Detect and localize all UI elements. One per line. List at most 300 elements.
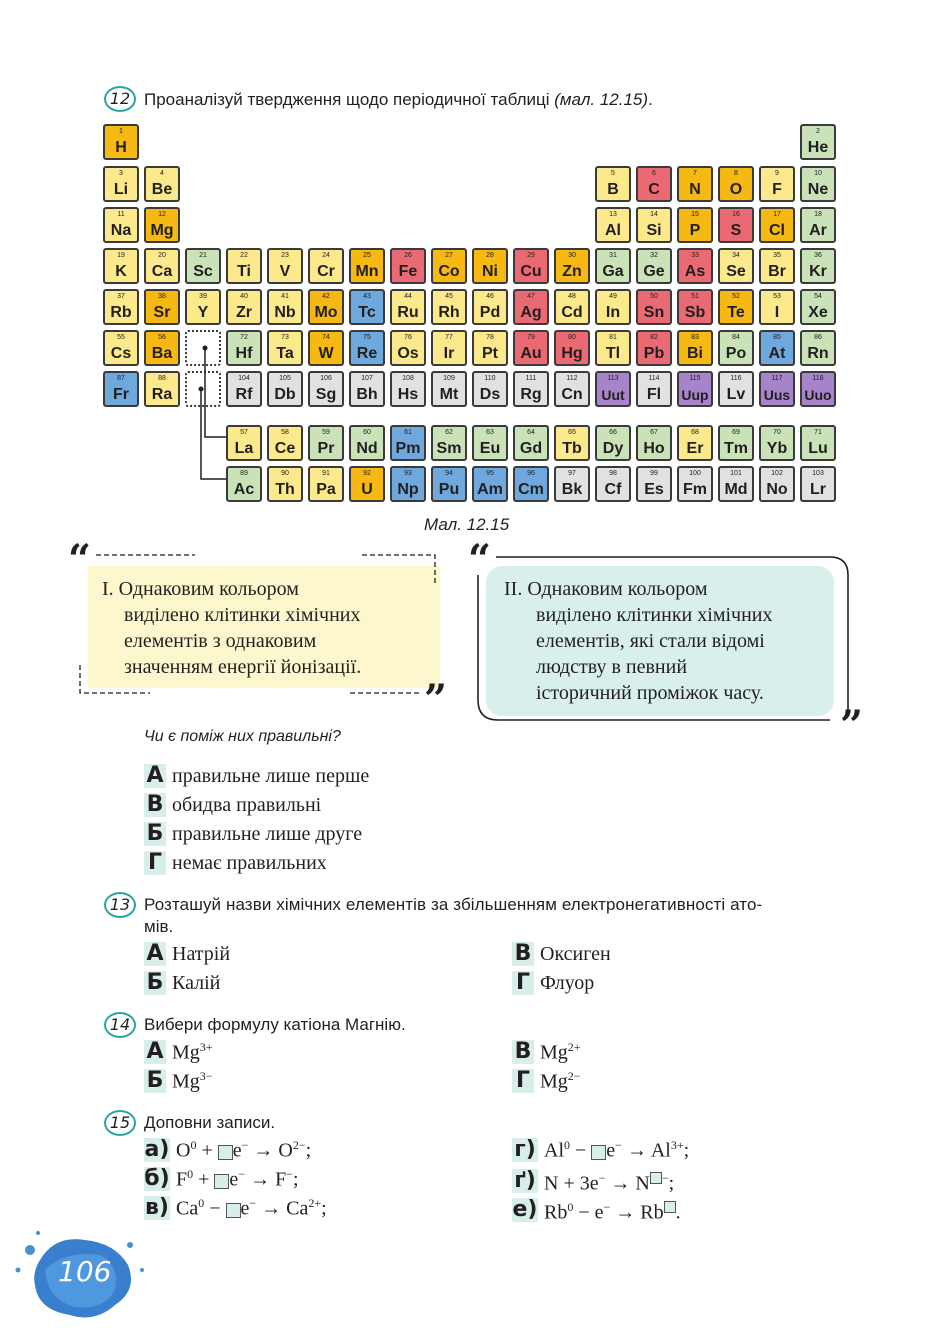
atomic-number: 31: [609, 252, 617, 259]
element-cell-cs: [103, 330, 139, 366]
element-symbol: Th: [275, 481, 295, 498]
answer-letter: Б: [144, 1069, 166, 1093]
element-cell-cr: [308, 248, 344, 284]
element-symbol: In: [605, 304, 621, 321]
atomic-number: 73: [281, 334, 289, 341]
element-cell-ge: [636, 248, 672, 284]
element-cell-li: [103, 166, 139, 202]
element-symbol: Sb: [684, 304, 706, 321]
atomic-number: 50: [650, 293, 658, 300]
element-cell-cl: [759, 207, 795, 243]
atomic-number: 85: [773, 334, 781, 341]
atomic-number: 105: [279, 375, 291, 382]
question-12-end: .: [648, 90, 653, 109]
answer-blank[interactable]: [214, 1174, 229, 1189]
element-cell-uut: [595, 371, 631, 407]
element-cell-br: [759, 248, 795, 284]
equation-text: $Ca^0 - e^- \to Ca^{2+}$;: [176, 1196, 327, 1220]
element-cell-fl: [636, 371, 672, 407]
element-symbol: Eu: [479, 440, 501, 457]
element-cell-i: [759, 289, 795, 325]
atomic-number: 44: [404, 293, 412, 300]
element-symbol: Ti: [237, 263, 251, 280]
element-cell-mn: [349, 248, 385, 284]
element-symbol: O: [729, 181, 743, 198]
atomic-number: 97: [568, 470, 576, 477]
atomic-number: 15: [691, 211, 699, 218]
atomic-number: 82: [650, 334, 658, 341]
element-symbol: Re: [356, 345, 378, 362]
atomic-number: 38: [158, 293, 166, 300]
element-symbol: Fl: [646, 386, 662, 403]
formula-base: Mg: [172, 1070, 200, 1093]
element-cell-he: [800, 124, 836, 160]
element-cell-c: [636, 166, 672, 202]
atomic-number: 59: [322, 429, 330, 436]
equation-letter: г): [512, 1138, 538, 1162]
element-cell-u: [349, 466, 385, 502]
figure-caption: Мал. 12.15: [424, 515, 510, 534]
equation-letter: ґ): [512, 1169, 538, 1193]
element-symbol: No: [766, 481, 788, 498]
element-cell-ga: [595, 248, 631, 284]
element-symbol: Cs: [110, 345, 132, 362]
element-symbol: Xe: [808, 304, 828, 321]
atomic-number: 46: [486, 293, 494, 300]
atomic-number: 54: [814, 293, 822, 300]
atomic-number: 34: [732, 252, 740, 259]
element-symbol: U: [361, 481, 373, 498]
answer-blank[interactable]: [591, 1145, 606, 1160]
atomic-number: 72: [240, 334, 248, 341]
atomic-number: 91: [322, 470, 330, 477]
element-symbol: As: [684, 263, 706, 280]
atomic-number: 4: [160, 170, 164, 177]
element-symbol: Ag: [520, 304, 542, 321]
element-cell-tb: [554, 425, 590, 461]
equation-letter: б): [144, 1166, 170, 1192]
answer-option-v[interactable]: [512, 942, 611, 966]
answer-blank[interactable]: [226, 1203, 241, 1218]
element-symbol: Uus: [763, 387, 791, 403]
element-symbol: Lu: [808, 440, 828, 457]
element-symbol: Cu: [520, 263, 542, 280]
element-symbol: Au: [520, 345, 542, 362]
atomic-number: 65: [568, 429, 576, 436]
element-cell-pa: [308, 466, 344, 502]
statement-1-line: значенням енергії йонізації.: [124, 656, 362, 678]
element-symbol: Pb: [643, 345, 665, 362]
element-symbol: Gd: [519, 440, 543, 457]
atomic-number: 56: [158, 334, 166, 341]
element-cell-tc: [349, 289, 385, 325]
statement-1-line: I. Однаковим кольором: [102, 578, 299, 600]
element-cell-sm: [431, 425, 467, 461]
element-symbol: Pd: [479, 304, 501, 321]
element-cell-pm: [390, 425, 426, 461]
answer-text: правильне лише перше: [172, 764, 370, 787]
question-13-line: Розташуй назви хімічних елементів за збільшенням електронегативності ато-: [144, 895, 763, 914]
atomic-number: 19: [117, 252, 125, 259]
element-symbol: Rg: [520, 386, 542, 403]
element-cell-mt: [431, 371, 467, 407]
element-symbol: Mg: [150, 222, 174, 239]
element-cell-es: [636, 466, 672, 502]
element-cell-fm: [677, 466, 713, 502]
answer-blank[interactable]: [218, 1145, 233, 1160]
atomic-number: 42: [322, 293, 330, 300]
atomic-number: 84: [732, 334, 740, 341]
element-cell-ba: [144, 330, 180, 366]
atomic-number: 75: [363, 334, 371, 341]
element-symbol: Mo: [314, 304, 338, 321]
element-cell-as: [677, 248, 713, 284]
atomic-number: 21: [199, 252, 207, 259]
atomic-number: 43: [363, 293, 371, 300]
formula-base: Mg: [172, 1041, 200, 1064]
answer-text: Калій: [172, 971, 221, 994]
atomic-number: 93: [404, 470, 412, 477]
element-cell-cm: [513, 466, 549, 502]
element-symbol: Tl: [605, 345, 621, 362]
open-quote-icon: “: [468, 536, 492, 583]
formula-base: Mg: [540, 1041, 568, 1064]
atomic-number: 39: [199, 293, 207, 300]
element-cell-hs: [390, 371, 426, 407]
question-number-15: 15: [104, 1110, 136, 1136]
atomic-number: 27: [445, 252, 453, 259]
element-symbol: Pt: [482, 345, 498, 362]
answer-formula: [540, 1069, 581, 1094]
atomic-number: 3: [119, 170, 123, 177]
statement-1-line: виділено клітинки хімічних: [124, 604, 361, 626]
element-symbol: Uup: [681, 387, 709, 403]
atomic-number: 1: [119, 128, 123, 135]
element-symbol: Hf: [235, 345, 253, 362]
atomic-number: 117: [771, 375, 783, 382]
atomic-number: 81: [609, 334, 617, 341]
element-cell-pt: [472, 330, 508, 366]
atomic-number: 23: [281, 252, 289, 259]
element-cell-ne: [800, 166, 836, 202]
question-number-14: 14: [104, 1012, 136, 1038]
element-symbol: Cn: [561, 386, 583, 403]
atomic-number: 60: [363, 429, 371, 436]
equation-gg: [512, 1167, 674, 1196]
element-cell-fe: [390, 248, 426, 284]
atomic-number: 55: [117, 334, 125, 341]
element-cell-sb: [677, 289, 713, 325]
atomic-number: 67: [650, 429, 658, 436]
element-cell-s: [718, 207, 754, 243]
element-cell-db: [267, 371, 303, 407]
answer-letter: А: [144, 942, 166, 966]
element-symbol: Rf: [235, 386, 253, 403]
answer-option-a[interactable]: [144, 942, 230, 966]
atomic-number: 28: [486, 252, 494, 259]
atomic-number: 35: [773, 252, 781, 259]
element-cell-h: [103, 124, 139, 160]
equation-letter: е): [512, 1197, 538, 1223]
atomic-number: 10: [814, 170, 822, 177]
atomic-number: 114: [648, 375, 660, 382]
answer-option-g[interactable]: [512, 1069, 581, 1094]
equation-a: [144, 1138, 311, 1163]
element-symbol: Sr: [153, 304, 171, 321]
element-symbol: Cd: [561, 304, 583, 321]
element-cell-tm: [718, 425, 754, 461]
atomic-number: 48: [568, 293, 576, 300]
element-cell-be: [144, 166, 180, 202]
atomic-number: 66: [609, 429, 617, 436]
element-symbol: Cm: [518, 481, 544, 498]
element-cell-xe: [800, 289, 836, 325]
answer-blank[interactable]: [650, 1172, 662, 1184]
answer-text: немає правильних: [172, 851, 327, 874]
placeholder-connector-lines: [195, 340, 235, 490]
atomic-number: 36: [814, 252, 822, 259]
answer-letter: А: [144, 1040, 166, 1064]
equation-text: $Rb^0 - e^- \to Rb$ .: [544, 1200, 681, 1224]
atomic-number: 79: [527, 334, 535, 341]
element-cell-ti: [226, 248, 262, 284]
element-cell-sn: [636, 289, 672, 325]
element-symbol: Ru: [397, 304, 419, 321]
atomic-number: 11: [117, 211, 125, 218]
element-cell-ag: [513, 289, 549, 325]
element-symbol: Sg: [315, 386, 337, 403]
element-cell-in: [595, 289, 631, 325]
answer-text: правильне лише друге: [172, 822, 363, 845]
element-symbol: Am: [477, 481, 503, 498]
element-cell-rn: [800, 330, 836, 366]
element-cell-pd: [472, 289, 508, 325]
answer-text: Оксиген: [540, 942, 611, 965]
element-cell-dy: [595, 425, 631, 461]
element-symbol: Fr: [113, 386, 129, 403]
element-symbol: Nd: [356, 440, 378, 457]
element-cell-no: [759, 466, 795, 502]
atomic-number: 6: [652, 170, 656, 177]
element-symbol: Tc: [358, 304, 376, 321]
statement-2: [504, 576, 773, 706]
element-symbol: Ni: [482, 263, 498, 280]
element-cell-lu: [800, 425, 836, 461]
element-symbol: Te: [727, 304, 745, 321]
element-symbol: V: [279, 263, 291, 280]
element-symbol: Ta: [276, 345, 294, 362]
answer-option-a[interactable]: [144, 764, 369, 788]
answer-letter: В: [144, 793, 166, 817]
element-cell-fr: [103, 371, 139, 407]
answer-option-v[interactable]: [144, 793, 321, 817]
element-symbol: K: [115, 263, 127, 280]
equation-b: [144, 1167, 299, 1192]
atomic-number: 76: [404, 334, 412, 341]
element-cell-gd: [513, 425, 549, 461]
atomic-number: 78: [486, 334, 494, 341]
answer-blank[interactable]: [664, 1201, 676, 1213]
atomic-number: 14: [650, 211, 658, 218]
element-symbol: Yb: [766, 440, 788, 457]
question-number-13: 13: [104, 892, 136, 918]
formula-charge: 2−: [567, 1069, 581, 1083]
equation-text: $F^0 + e^- \to F^-$;: [176, 1167, 299, 1191]
element-symbol: Fe: [398, 263, 418, 280]
element-symbol: Kr: [809, 263, 827, 280]
answer-formula: [172, 1069, 213, 1094]
atomic-number: 24: [322, 252, 330, 259]
atomic-number: 37: [117, 293, 125, 300]
atomic-number: 33: [691, 252, 699, 259]
element-symbol: Mn: [355, 263, 379, 280]
statement-2-line: II. Однаковим кольором: [504, 578, 708, 600]
element-symbol: Cl: [769, 222, 785, 239]
atomic-number: 51: [691, 293, 699, 300]
atomic-number: 92: [363, 470, 371, 477]
element-cell-rg: [513, 371, 549, 407]
answer-letter: Г: [512, 971, 534, 995]
atomic-number: 49: [609, 293, 617, 300]
element-cell-si: [636, 207, 672, 243]
atomic-number: 71: [814, 429, 822, 436]
answer-option-b[interactable]: [144, 971, 220, 995]
element-symbol: I: [774, 304, 780, 321]
atomic-number: 116: [730, 375, 742, 382]
atomic-number: 112: [566, 375, 578, 382]
element-cell-b: [595, 166, 631, 202]
element-symbol: Nb: [274, 304, 296, 321]
element-cell-au: [513, 330, 549, 366]
element-symbol: Bh: [356, 386, 378, 403]
element-cell-at: [759, 330, 795, 366]
element-cell-ni: [472, 248, 508, 284]
question-12-prompt: Чи є поміж них правильні?: [144, 728, 341, 745]
atomic-number: 2: [816, 128, 820, 135]
element-cell-kr: [800, 248, 836, 284]
atomic-number: 94: [445, 470, 453, 477]
statement-1-line: елементів з однаковим: [124, 630, 317, 652]
element-symbol: Ir: [443, 345, 455, 362]
element-symbol: N: [689, 181, 701, 198]
atomic-number: 100: [689, 470, 701, 477]
atomic-number: 7: [693, 170, 697, 177]
equation-text: $O^0 + e^- \to O^{2-}$;: [176, 1138, 312, 1162]
element-symbol: Cr: [317, 263, 335, 280]
element-cell-ce: [267, 425, 303, 461]
element-cell-ds: [472, 371, 508, 407]
element-cell-na: [103, 207, 139, 243]
statement-2-line: виділено клітинки хімічних: [536, 604, 773, 626]
question-15-text: Доповни записи.: [144, 1113, 276, 1132]
element-symbol: Se: [726, 263, 746, 280]
answer-option-g[interactable]: [512, 971, 594, 995]
atomic-number: 98: [609, 470, 617, 477]
element-cell-zn: [554, 248, 590, 284]
element-symbol: Db: [274, 386, 296, 403]
atomic-number: 118: [812, 375, 824, 382]
atomic-number: 70: [773, 429, 781, 436]
element-symbol: Si: [646, 222, 662, 239]
element-symbol: Sm: [436, 440, 462, 457]
element-cell-p: [677, 207, 713, 243]
answer-option-a[interactable]: [144, 1040, 213, 1065]
element-symbol: Al: [605, 222, 621, 239]
element-symbol: Rn: [807, 345, 829, 362]
element-cell-ca: [144, 248, 180, 284]
atomic-number: 115: [689, 375, 701, 382]
element-symbol: Dy: [602, 440, 624, 457]
element-symbol: Ga: [602, 263, 624, 280]
element-cell-rb: [103, 289, 139, 325]
element-symbol: C: [648, 181, 660, 198]
element-symbol: Pa: [316, 481, 336, 498]
atomic-number: 103: [812, 470, 824, 477]
element-cell-rh: [431, 289, 467, 325]
statement-2-line: людству в певний: [536, 656, 688, 678]
element-cell-cu: [513, 248, 549, 284]
element-cell-k: [103, 248, 139, 284]
question-13-text: [144, 894, 844, 938]
element-symbol: P: [689, 222, 701, 239]
element-symbol: Po: [725, 345, 747, 362]
element-cell-sr: [144, 289, 180, 325]
element-symbol: Br: [768, 263, 786, 280]
element-symbol: Tm: [724, 440, 748, 457]
element-symbol: Hg: [561, 345, 583, 362]
element-symbol: Ds: [479, 386, 501, 403]
equation-letter: а): [144, 1137, 170, 1163]
atomic-number: 110: [484, 375, 496, 382]
element-symbol: Bi: [687, 345, 703, 362]
atomic-number: 86: [814, 334, 822, 341]
element-cell-ta: [267, 330, 303, 366]
answer-option-g[interactable]: [144, 851, 327, 875]
close-quote-icon: ”: [424, 676, 448, 723]
element-symbol: Ra: [151, 386, 173, 403]
question-13-line: мів.: [144, 917, 174, 936]
element-cell-cn: [554, 371, 590, 407]
atomic-number: 25: [363, 252, 371, 259]
element-cell-sg: [308, 371, 344, 407]
answer-option-b[interactable]: [144, 1069, 213, 1094]
atomic-number: 109: [443, 375, 455, 382]
atomic-number: 69: [732, 429, 740, 436]
atomic-number: 52: [732, 293, 740, 300]
equation-g: [512, 1138, 689, 1163]
element-symbol: W: [318, 345, 334, 362]
equation-v: [144, 1196, 327, 1221]
formula-base: Mg: [540, 1070, 568, 1093]
element-symbol: Ca: [151, 263, 173, 280]
element-symbol: Sc: [193, 263, 213, 280]
answer-option-b[interactable]: [144, 822, 362, 846]
element-cell-bk: [554, 466, 590, 502]
element-symbol: Pu: [438, 481, 460, 498]
atomic-number: 16: [732, 211, 740, 218]
element-symbol: Na: [110, 222, 132, 239]
atomic-number: 104: [238, 375, 250, 382]
element-cell-po: [718, 330, 754, 366]
element-symbol: Np: [397, 481, 419, 498]
element-cell-o: [718, 166, 754, 202]
element-cell-re: [349, 330, 385, 366]
answer-option-v[interactable]: [512, 1040, 581, 1065]
element-symbol: At: [768, 345, 786, 362]
atomic-number: 61: [404, 429, 412, 436]
atomic-number: 88: [158, 375, 166, 382]
atomic-number: 17: [773, 211, 781, 218]
